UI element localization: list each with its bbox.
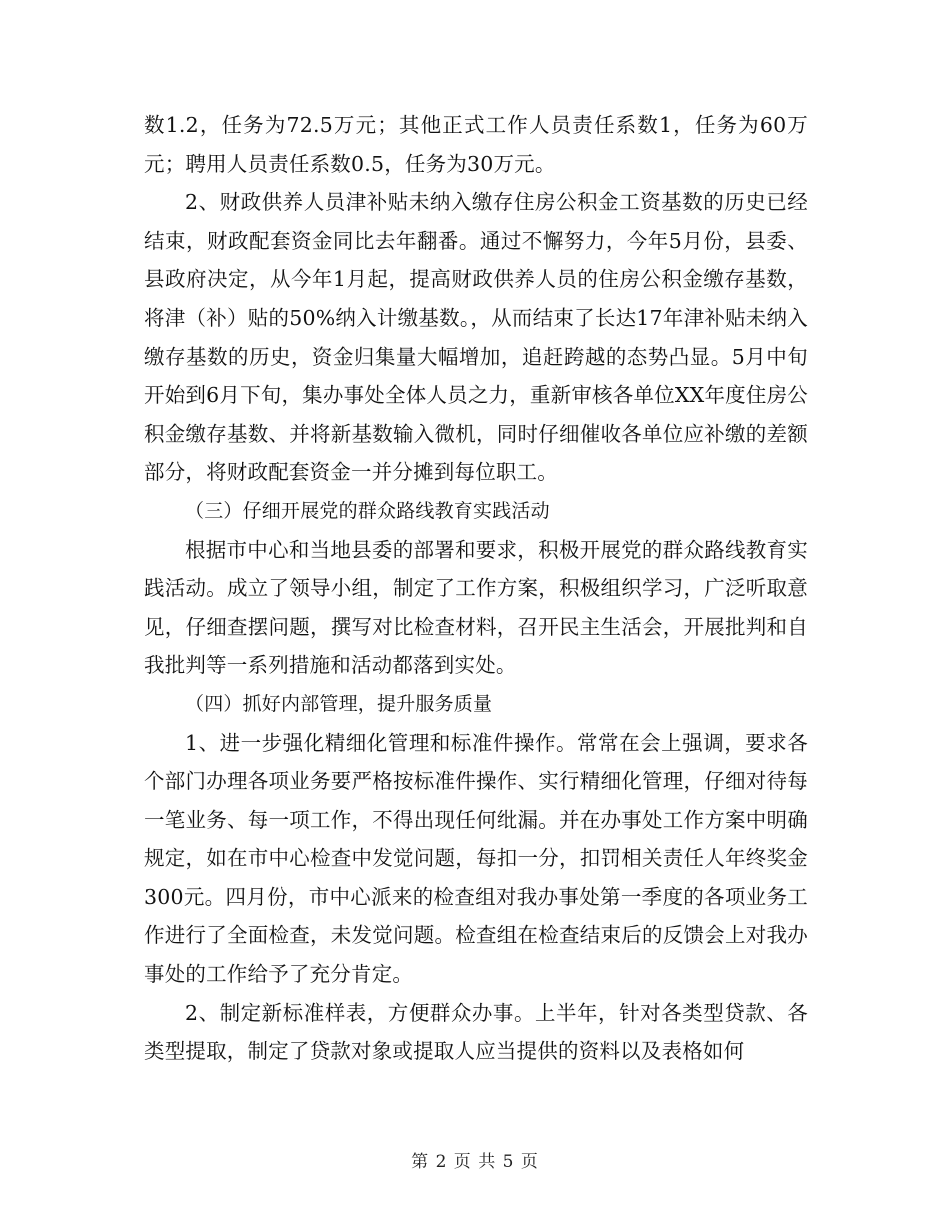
page-footer — [0, 1150, 950, 1174]
paragraph-education-activity: 根据市中心和当地县委的部署和要求，积极开展党的群众路线教育实践活动。成立了领导小组，制定了工作方案，积极组织学习，广泛听取意见，仔细查摆问题，撰写对比检查材料，召开民主生活会，开展批判和自我批判等一系列措施和活动都落到实处。 — [144, 537, 808, 678]
document-body — [144, 106, 808, 1071]
paragraph-standard-forms: 2、制定新标准样表，方便群众办事。上半年，针对各类型贷款、各类型提取，制定了贷款对象或提取人应当提供的资料以及表格如何 — [144, 1000, 808, 1064]
paragraph-task-coefficients: 数1.2，任务为72.5万元；其他正式工作人员责任系数1，任务为60万元；聘用人员责任系数0.5，任务为30万元。 — [144, 113, 808, 176]
page-number-label: 第 2 页 共 5 页 — [411, 1152, 539, 1172]
paragraph-fine-management: 1、进一步强化精细化管理和标准件操作。常常在会上强调，要求各个部门办理各项业务要严格按标准件操作、实行精细化管理，仔细对待每一笔业务、每一项工作，不得出现任何纰漏。并在办事处工作方案中明确规定，如在市中心检查中发觉问题，每扣一分，扣罚相关责任人年终奖金300元。四月份，市中心派来的检查组对我办事处第一季度的各项业务工作进行了全面检查，未发觉问题。检查组在检查结束后的反馈会上对我办事处的工作给予了充分肯定。 — [144, 730, 808, 987]
section-heading-4: （四）抓好内部管理，提升服务质量 — [185, 692, 493, 715]
section-heading-3: （三）仔细开展党的群众路线教育实践活动 — [185, 499, 550, 522]
paragraph-housing-fund-base: 2、财政供养人员津补贴未纳入缴存住房公积金工资基数的历史已经结束，财政配套资金同比去年翻番。通过不懈努力，今年5月份，县委、县政府决定，从今年1月起，提高财政供养人员的住房公积金缴存基数，将津（补）贴的50%纳入计缴基数。，从而结束了长达17年津补贴未纳入缴存基数的历史，资金归集量大幅增加，追赶跨越的态势凸显。5月中旬开始到6月下旬，集办事处全体人员之力，重新审核各单位XX年度住房公积金缴存基数、并将新基数输入微机，同时仔细催收各单位应补缴的差额部分，将财政配套资金一并分摊到每位职工。 — [144, 190, 808, 485]
